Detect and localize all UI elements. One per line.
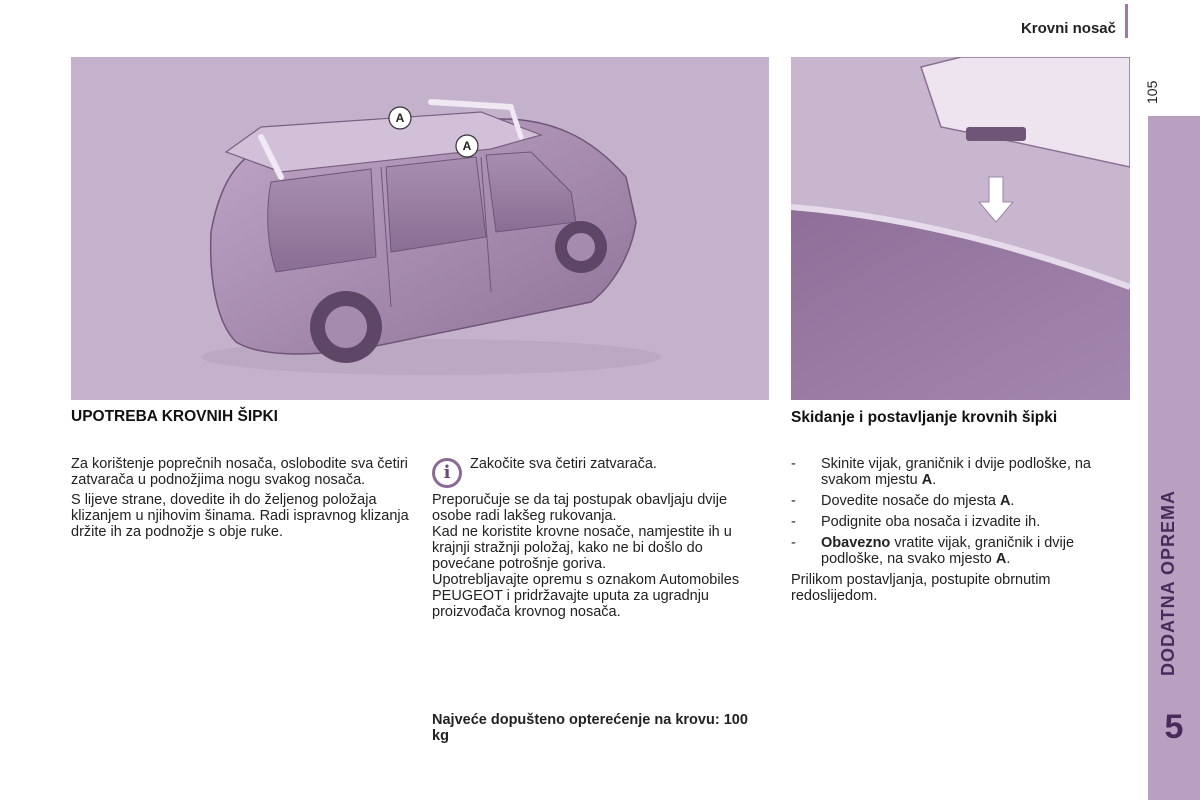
list-item: - Skinite vijak, graničnik i dvije podloške, na svakom mjestu A. <box>791 456 1091 488</box>
recommendation-paragraph: Preporučuje se da taj postupak obavljaju dvije osobe radi lakšeg rukovanja. <box>432 492 728 524</box>
bar-foot-drawing <box>791 57 1130 400</box>
recommendation-paragraph: Upotrebljavajte opremu s oznakom Automobiles PEUGEOT i pridržavajte uputa za ugradnju proizvođača krovnog nosača. <box>432 572 740 620</box>
car-drawing <box>71 57 769 400</box>
recommendation-paragraph: Kad ne koristite krovne nosače, namjestite ih u krajnji stražnji položaj, kako ne bi došlo do povećane potrošnje goriva. <box>432 524 732 572</box>
marker-a-1: A <box>395 111 405 125</box>
roof-bars-car-illustration <box>71 57 769 400</box>
usage-paragraph: Za korištenje poprečnih nosača, oslobodite sva četiri zatvarača u podnožjima nogu svakog nosača. <box>71 456 408 488</box>
roof-bar-detail-illustration <box>791 57 1130 400</box>
removal-steps-list <box>791 456 1131 567</box>
header-divider <box>1125 4 1128 38</box>
page-header-title: Krovni nosač <box>1020 20 1116 37</box>
page-number: 105 <box>1144 80 1160 104</box>
closing-paragraph: Prilikom postavljanja, postupite obrnutim redoslijedom. <box>791 572 1051 604</box>
recommendation-text-block <box>432 492 767 624</box>
chapter-number: 5 <box>1164 708 1184 746</box>
list-item: - Dovedite nosače do mjesta A. <box>791 493 1015 509</box>
marker-a-2: A <box>462 139 472 153</box>
info-note: Zakočite sva četiri zatvarača. <box>470 456 657 472</box>
section-title-removal: Skidanje i postavljanje krovnih šipki <box>791 409 1058 426</box>
usage-text-block <box>71 456 411 544</box>
chapter-side-tab <box>1148 116 1200 800</box>
usage-paragraph: S lijeve strane, dovedite ih do željenog položaja klizanjem u njihovim šinama. Radi ispravnog klizanja držite ih za podnožje s obje ruke. <box>71 492 409 540</box>
section-title-usage: UPOTREBA KROVNIH ŠIPKI <box>71 408 278 425</box>
list-item: - Obavezno vratite vijak, graničnik i dvije podloške, na svako mjesto A. <box>791 535 1075 567</box>
list-item: - Podignite oba nosača i izvadite ih. <box>791 514 1041 530</box>
removal-steps-block <box>791 456 1131 608</box>
max-load-note: Najveće dopušteno opterećenje na krovu: 100 kg <box>432 712 748 744</box>
info-icon: i <box>432 458 462 488</box>
chapter-title: DODATNA OPREMA <box>1158 490 1178 676</box>
